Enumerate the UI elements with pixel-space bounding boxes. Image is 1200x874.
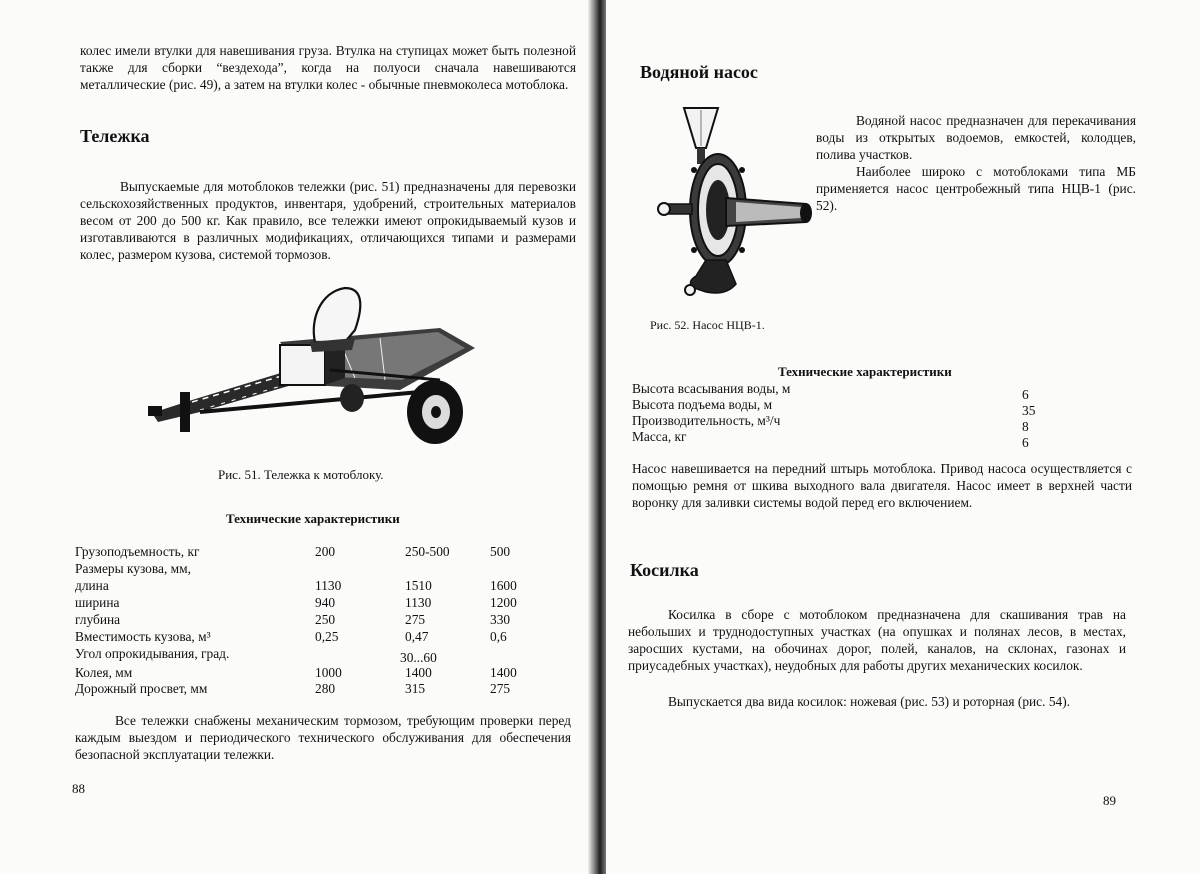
spec-value: 6 bbox=[1022, 387, 1029, 402]
cart-specs-table bbox=[75, 543, 575, 698]
section-title-pump: Водяной насос bbox=[640, 62, 758, 82]
spec-label: глубина bbox=[75, 612, 121, 627]
figure-52-caption: Рис. 52. Насос НЦВ-1. bbox=[650, 318, 765, 332]
spec-label: Масса, кг bbox=[632, 429, 687, 444]
pump-outlet bbox=[690, 260, 736, 293]
spec-label: Угол опрокидывания, град. bbox=[75, 646, 230, 661]
spec-value: 0,6 bbox=[490, 629, 507, 644]
mower-paragraph-2: Выпускается два вида косилок: ножевая (рис. 53) и роторная (рис. 54). bbox=[668, 694, 1071, 709]
spec-label: длина bbox=[75, 578, 109, 593]
pump-specs-table bbox=[632, 380, 1072, 450]
mower-paragraph-1: Косилка в сборе с мотоблоком предназначена для скашивания трав на небольших и труднодоступных участках (на опушках и полянах лесов, в местах, заросших кустами, на обочинах дорог, полей, каналов, на склонах, газонах и приусадебных участках), неудобных для работы других механических косилок. bbox=[628, 607, 1126, 673]
spec-value: 0,47 bbox=[405, 629, 429, 644]
spec-label: Дорожный просвет, мм bbox=[75, 681, 208, 696]
spec-value: 30...60 bbox=[400, 650, 437, 665]
spec-value: 275 bbox=[490, 681, 511, 696]
cart-brake-paragraph: Все тележки снабжены механическим тормозом, требующим проверки перед каждым выездом и периодического технического обслуживания для обеспечения безопасной эксплуатации тележки. bbox=[75, 713, 571, 762]
figure-51-caption: Рис. 51. Тележка к мотоблоку. bbox=[218, 467, 384, 482]
cart-illustration bbox=[140, 280, 490, 450]
spec-value: 1600 bbox=[490, 578, 517, 593]
spec-label: Вместимость кузова, м³ bbox=[75, 629, 211, 644]
spec-label: Размеры кузова, мм, bbox=[75, 561, 191, 576]
spec-value: 8 bbox=[1022, 419, 1029, 434]
spec-value: 35 bbox=[1022, 403, 1036, 418]
cart-seat bbox=[314, 288, 361, 342]
spec-value: 250-500 bbox=[405, 544, 450, 559]
pump-paragraph-2: Наиболее широко с мотоблоками типа МБ применяется насос центробежный типа НЦВ-1 (рис. 52). bbox=[816, 164, 1136, 213]
spec-label: Колея, мм bbox=[75, 665, 133, 680]
section-title-cart: Тележка bbox=[80, 126, 150, 146]
cart-wheel-far bbox=[340, 384, 364, 412]
spec-value: 275 bbox=[405, 612, 426, 627]
spec-label: Производительность, м³/ч bbox=[632, 413, 781, 428]
cart-wheel-near bbox=[407, 380, 463, 444]
spec-value: 280 bbox=[315, 681, 336, 696]
pump-illustration bbox=[656, 100, 816, 300]
spec-value: 1130 bbox=[405, 595, 432, 610]
spec-value: 315 bbox=[405, 681, 426, 696]
spec-value: 250 bbox=[315, 612, 336, 627]
spec-label: Высота подъема воды, м bbox=[632, 397, 773, 412]
spec-value: 1400 bbox=[405, 665, 432, 680]
spec-value: 940 bbox=[315, 595, 336, 610]
section-title-mower: Косилка bbox=[630, 560, 699, 580]
spec-label: Грузоподъемность, кг bbox=[75, 544, 200, 559]
left-page bbox=[0, 0, 594, 874]
cart-specs-title: Технические характеристики bbox=[226, 511, 400, 526]
right-page bbox=[606, 0, 1200, 874]
cart-description: Выпускаемые для мотоблоков тележки (рис. 51) предназначены для перевозки сельскохозяйственных продуктов, инвентаря, удобрений, строительных материалов весом от 200 до 500 кг. Как правило, все тележки имеют опрокидываемый кузов и изготавливаются в различных модификациях, отличающихся типами и размерами колес, размером кузова, системой тормозов. bbox=[80, 179, 576, 262]
pump-specs-title: Технические характеристики bbox=[778, 364, 952, 379]
spec-value: 330 bbox=[490, 612, 511, 627]
page-number-right: 89 bbox=[1103, 793, 1116, 808]
page-number-left: 88 bbox=[72, 781, 85, 796]
spec-value: 1400 bbox=[490, 665, 517, 680]
spec-value: 1000 bbox=[315, 665, 342, 680]
spec-value: 1130 bbox=[315, 578, 342, 593]
spec-value: 1510 bbox=[405, 578, 432, 593]
spec-label: ширина bbox=[75, 595, 120, 610]
spec-value: 6 bbox=[1022, 435, 1029, 450]
spec-value: 500 bbox=[490, 544, 511, 559]
intro-paragraph: колес имели втулки для навешивания груза. Втулка на ступицах может быть полезной также для сборки “вездехода”, когда на полуоси сначала навешиваются металлические (рис. 49), а затем на втулки колес - обычные пневмоколеса мотоблока. bbox=[80, 43, 576, 92]
spec-value: 200 bbox=[315, 544, 336, 559]
spec-value: 1200 bbox=[490, 595, 517, 610]
spec-label: Высота всасывания воды, м bbox=[632, 381, 791, 396]
pump-paragraph-1: Водяной насос предназначен для перекачивания воды из открытых водоемов, емкостей, колодцев, полива участков. bbox=[816, 113, 1136, 162]
pump-paragraph-3: Насос навешивается на передний штырь мотоблока. Привод насоса осуществляется с помощью ремня от шкива выходного вала двигателя. Насос имеет в верхней части воронку для заливки системы водой перед его включением. bbox=[632, 461, 1132, 510]
spec-value: 0,25 bbox=[315, 629, 339, 644]
